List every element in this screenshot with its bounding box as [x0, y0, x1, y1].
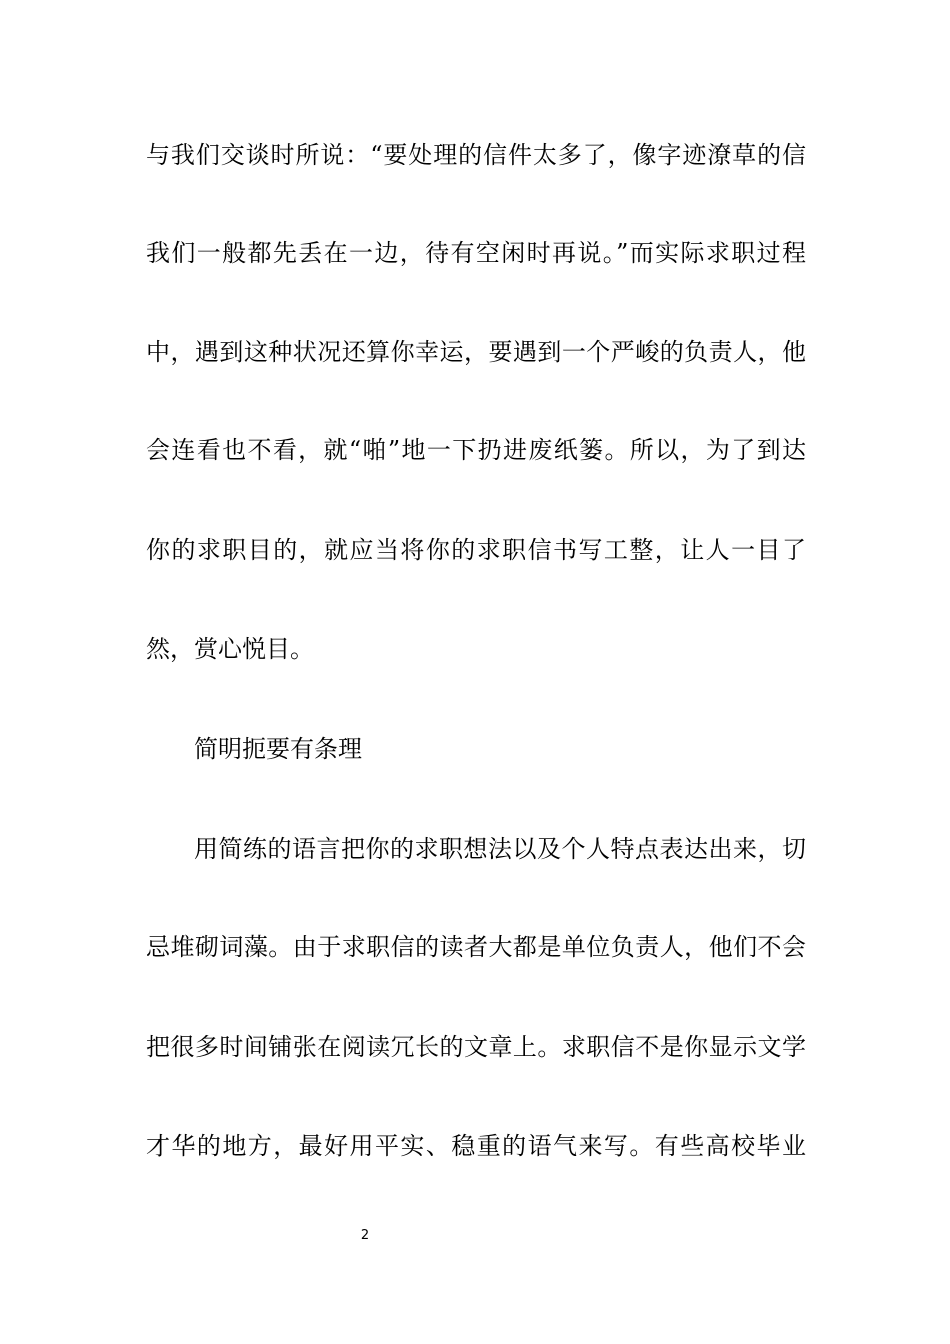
- body-text-line: 我们一般都先丢在一边，待有空闲时再说。”而实际求职过程: [146, 239, 806, 267]
- body-text-line: 中，遇到这种状况还算你幸运，要遇到一个严峻的负责人，他: [146, 338, 806, 366]
- body-text-line: 然，赏心悦目。: [146, 635, 314, 663]
- page-number: 2: [360, 1228, 370, 1243]
- paragraph-line: 才华的地方，最好用平实、稳重的语气来写。有些高校毕业: [146, 1132, 806, 1160]
- paragraph-line: 用简练的语言把你的求职想法以及个人特点表达出来，切: [194, 835, 806, 863]
- body-text-line: 与我们交谈时所说：“要处理的信件太多了，像字迹潦草的信: [146, 141, 806, 169]
- paragraph-line: 忌堆砌词藻。由于求职信的读者大都是单位负责人，他们不会: [146, 933, 806, 961]
- body-text-line: 会连看也不看，就“啪”地一下扔进废纸篓。所以，为了到达: [146, 436, 806, 464]
- body-text-line: 你的求职目的，就应当将你的求职信书写工整，让人一目了: [146, 536, 806, 564]
- paragraph-line: 把很多时间铺张在阅读冗长的文章上。求职信不是你显示文学: [146, 1033, 806, 1061]
- section-heading: 简明扼要有条理: [194, 735, 362, 763]
